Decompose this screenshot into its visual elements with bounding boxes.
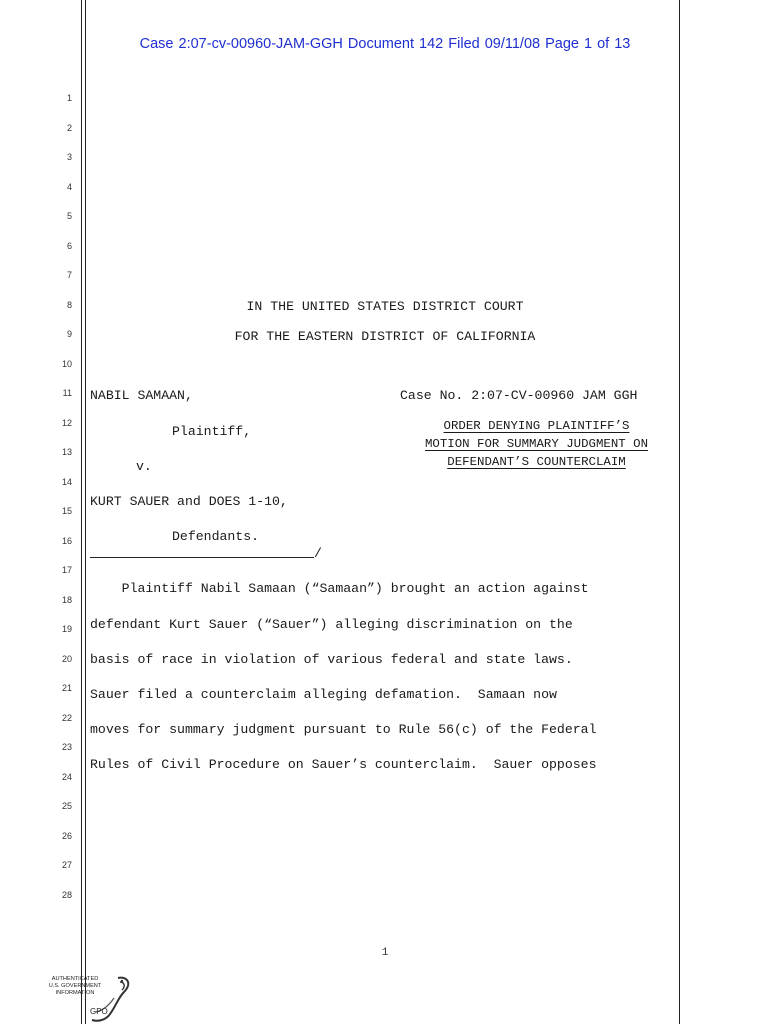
line-number: 9 <box>66 329 72 339</box>
ecf-header: Case 2:07-cv-00960-JAM-GGH Document 142 Filed 09/11/08 Page 1 of 13 <box>139 36 631 52</box>
line-number: 26 <box>61 831 72 841</box>
line-number: 13 <box>61 447 72 457</box>
line-number: 2 <box>66 123 72 133</box>
court-title-line-1: IN THE UNITED STATES DISTRICT COURT <box>246 299 524 314</box>
line-number: 17 <box>61 565 72 575</box>
line-number: 8 <box>66 300 72 310</box>
order-title-line: DEFENDANT’S COUNTERCLAIM <box>447 455 626 469</box>
order-title <box>400 417 673 471</box>
body-line: moves for summary judgment pursuant to Rule 56(c) of the Federal <box>90 722 597 737</box>
line-number: 16 <box>61 536 72 546</box>
line-number: 27 <box>61 860 72 870</box>
line-number: 6 <box>66 241 72 251</box>
line-number: 10 <box>61 359 72 369</box>
caption-slash: / <box>314 546 322 561</box>
page-number: 1 <box>381 947 389 959</box>
left-margin-rule <box>81 0 82 1024</box>
plaintiff-name: NABIL SAMAAN, <box>90 388 193 403</box>
line-number: 24 <box>61 772 72 782</box>
line-number: 15 <box>61 506 72 516</box>
body-line: basis of race in violation of various federal and state laws. <box>90 652 573 667</box>
body-line: Rules of Civil Procedure on Sauer’s counterclaim. Sauer opposes <box>90 757 597 772</box>
line-number: 28 <box>61 890 72 900</box>
line-number: 5 <box>66 211 72 221</box>
body-line: Plaintiff Nabil Samaan (“Samaan”) brought an action against <box>90 581 589 596</box>
line-number: 25 <box>61 801 72 811</box>
defendant-role: Defendants. <box>172 529 260 544</box>
body-line: Sauer filed a counterclaim alleging defamation. Samaan now <box>90 687 557 702</box>
line-number: 18 <box>61 595 72 605</box>
defendant-name: KURT SAUER and DOES 1-10, <box>90 494 288 509</box>
line-number: 14 <box>61 477 72 487</box>
versus: v. <box>136 459 152 474</box>
court-title-line-2: FOR THE EASTERN DISTRICT OF CALIFORNIA <box>234 329 536 344</box>
line-number: 22 <box>61 713 72 723</box>
right-margin-rule <box>679 0 680 1024</box>
line-number: 1 <box>66 93 72 103</box>
caption-rule <box>90 557 314 558</box>
case-number: Case No. 2:07-CV-00960 JAM GGH <box>400 388 638 403</box>
line-number: 21 <box>61 683 72 693</box>
gpo-label: GPO <box>90 1007 108 1016</box>
left-margin-rule-inner <box>85 0 86 1024</box>
line-number: 11 <box>62 388 72 398</box>
line-number: 19 <box>61 624 72 634</box>
line-number: 20 <box>61 654 72 664</box>
plaintiff-role: Plaintiff, <box>172 424 252 439</box>
line-number: 7 <box>66 270 72 280</box>
line-number: 12 <box>61 418 72 428</box>
order-title-line: MOTION FOR SUMMARY JUDGMENT ON <box>424 437 649 451</box>
body-line: defendant Kurt Sauer (“Sauer”) alleging discrimination on the <box>90 617 573 632</box>
order-title-line: ORDER DENYING PLAINTIFF’S <box>443 419 630 433</box>
line-number: 23 <box>61 742 72 752</box>
line-number: 4 <box>66 182 72 192</box>
gpo-authentication-text: AUTHENTICATED U.S. GOVERNMENT INFORMATION <box>48 976 102 996</box>
line-number: 3 <box>66 152 72 162</box>
